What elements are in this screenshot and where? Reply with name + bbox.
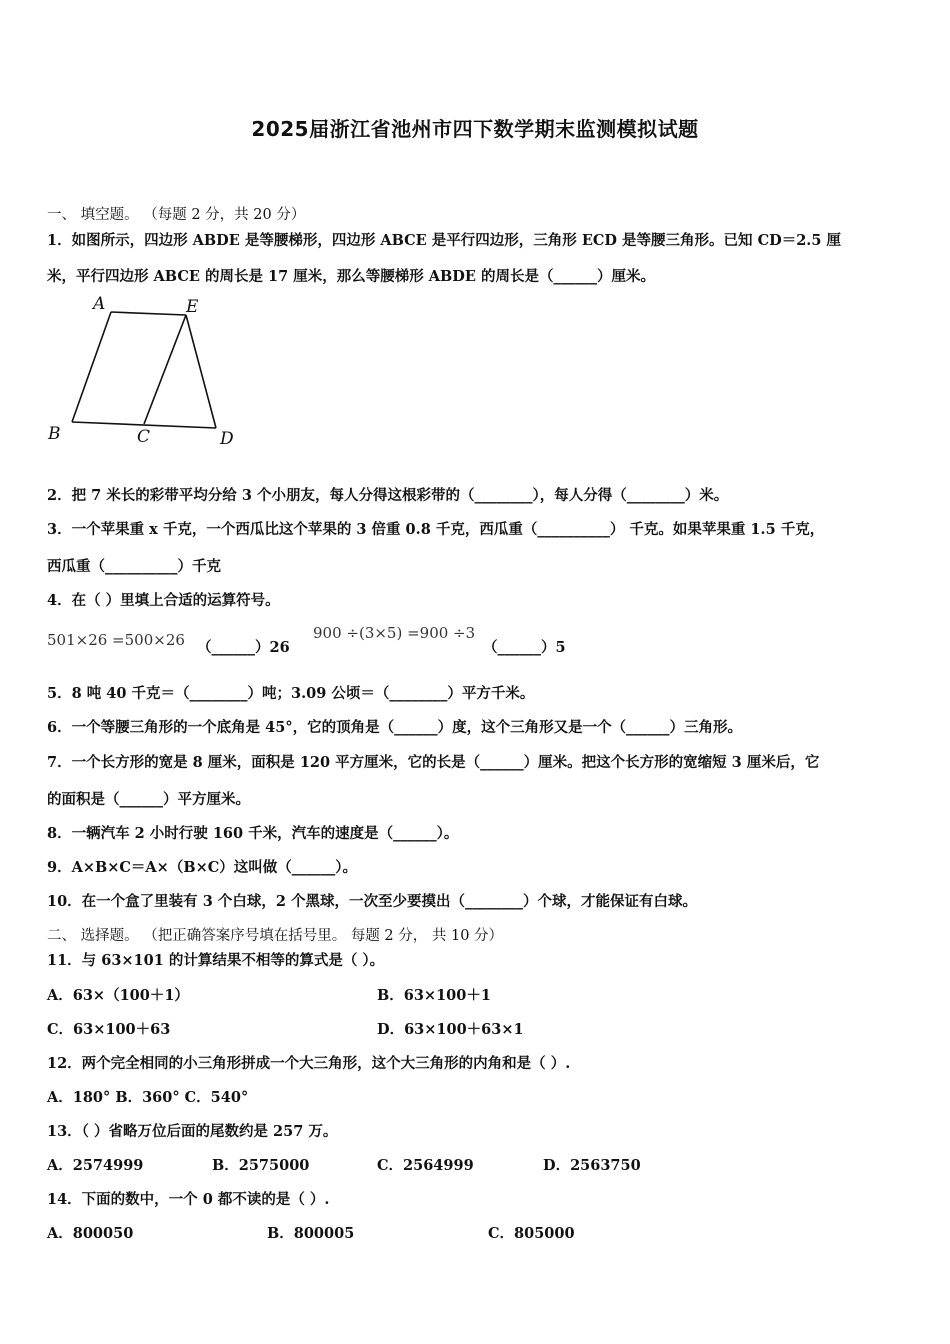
label-B: B [48, 424, 61, 444]
question-2: 2．把 7 米长的彩带平均分给 3 个小朋友，每人分得这根彩带的（________），每人分得（________）米。 [47, 487, 729, 504]
question-14: 14．下面的数中，一个 0 都不读的是（ ）. [47, 1191, 330, 1208]
q14-option-a: A．800050 [47, 1225, 134, 1242]
question-3-line1: 3．一个苹果重 x 千克，一个西瓜比这个苹果的 3 倍重 0.8 千克，西瓜重（__________） 千克。如果苹果重 1.5 千克， [47, 521, 825, 538]
question-1-line2: 米，平行四边形 ABCE 的周长是 17 厘米，那么等腰梯形 ABDE 的周长是（______）厘米。 [47, 268, 655, 285]
label-C: C [137, 427, 151, 447]
question-9: 9．A×B×C＝A×（B×C）这叫做（______）。 [47, 859, 358, 876]
edge-AE [111, 312, 186, 315]
question-13: 13．（ ）省略万位后面的尾数约是 257 万。 [47, 1123, 338, 1140]
question-5: 5．8 吨 40 千克＝（________）吨；3.09 公顷＝（________）平方千米。 [47, 685, 535, 702]
section2-heading: 二、 选择题。 （把正确答案序号填在括号里。 每题 2 分， 共 10 分） [47, 928, 504, 944]
question-10: 10．在一个盒了里装有 3 个白球，2 个黑球，一次至少要摸出（________）个球，才能保证有白球。 [47, 893, 697, 910]
q14-option-b: B．800005 [267, 1225, 355, 1242]
question-12: 12．两个完全相同的小三角形拼成一个大三角形，这个大三角形的内角和是（ ）. [47, 1055, 571, 1072]
q11-option-a: A．63×（100＋1） [47, 987, 189, 1004]
edge-EC [144, 315, 186, 424]
q11-option-b: B．63×100＋1 [377, 987, 491, 1004]
q4-expression-2: 900 ÷(3×5) =900 ÷3 [313, 624, 476, 642]
question-8: 8．一辆汽车 2 小时行驶 160 千米，汽车的速度是（______）。 [47, 825, 459, 842]
q12-options: A．180° B．360° C．540° [47, 1089, 249, 1106]
trapezoid-figure [40, 290, 250, 450]
question-7-line2: 的面积是（______）平方厘米。 [47, 791, 250, 808]
label-D: D [220, 429, 234, 449]
q11-option-d: D．63×100＋63×1 [377, 1021, 524, 1038]
question-7-line1: 7．一个长方形的宽是 8 厘米，面积是 120 平方厘米，它的长是（______）厘米。把这个长方形的宽缩短 3 厘米后，它 [47, 754, 820, 771]
edge-AB [72, 312, 111, 422]
q4-blank-2: （______）5 [483, 639, 566, 656]
label-A: A [93, 294, 106, 314]
q13-option-c: C．2564999 [377, 1157, 474, 1174]
question-11: 11．与 63×101 的计算结果不相等的算式是（ ）。 [47, 952, 385, 969]
edge-ED [186, 315, 216, 428]
question-1-line1: 1．如图所示，四边形 ABDE 是等腰梯形，四边形 ABCE 是平行四边形，三角形 ECD 是等腰三角形。已知 CD＝2.5 厘 [47, 232, 841, 249]
q13-option-d: D．2563750 [543, 1157, 641, 1174]
q13-option-a: A．2574999 [47, 1157, 144, 1174]
question-4: 4．在（ ）里填上合适的运算符号。 [47, 592, 280, 609]
label-E: E [186, 297, 199, 317]
q14-option-c: C．805000 [488, 1225, 575, 1242]
q4-blank-1: （______）26 [197, 639, 290, 656]
q11-option-c: C．63×100＋63 [47, 1021, 171, 1038]
q13-option-b: B．2575000 [212, 1157, 310, 1174]
section1-heading: 一、 填空题。 （每题 2 分，共 20 分） [47, 207, 306, 223]
question-6: 6．一个等腰三角形的一个底角是 45°，它的顶角是（______）度，这个三角形又是一个（______）三角形。 [47, 719, 743, 736]
q4-expression-1: 501×26 =500×26 [47, 631, 185, 649]
question-3-line2: 西瓜重（__________）千克 [47, 558, 221, 575]
page-title: 2025届浙江省池州市四下数学期末监测模拟试题 [251, 117, 699, 141]
